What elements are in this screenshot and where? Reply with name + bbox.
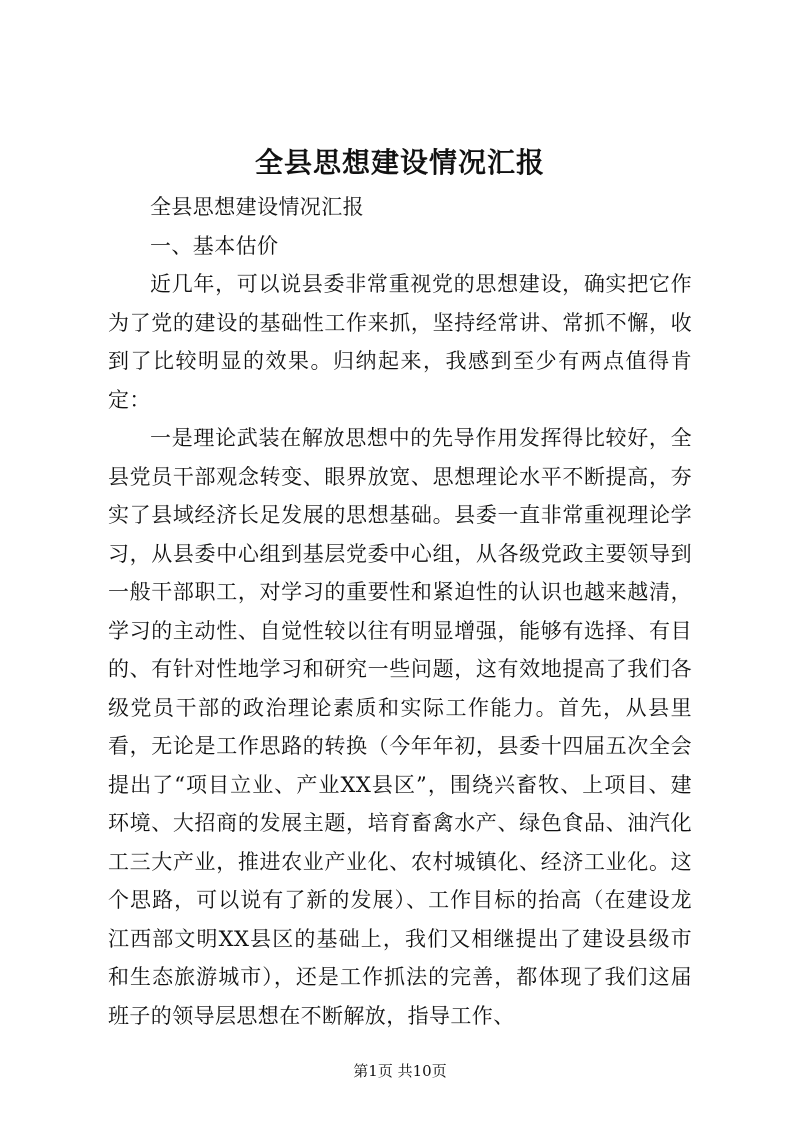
- page-number-footer: 第1页 共10页: [353, 1062, 447, 1080]
- subtitle-paragraph: 全县思想建设情况汇报: [150, 195, 364, 219]
- document-body: [108, 188, 692, 1035]
- document-title: 全县思想建设情况汇报: [254, 146, 545, 179]
- body-paragraph: 一是理论武装在解放思想中的先导作用发挥得比较好，全县党员干部观念转变、眼界放宽、思想理论水平不断提高，夯实了县域经济长足发展的思想基础。县委一直非常重视理论学习，从县委中心组到基层党委中心组，从各级党政主要领导到一般干部职工，对学习的重要性和紧迫性的认识也越来越清，学习的主动性、自觉性较以往有明显增强，能够有选择、有目的、有针对性地学习和研究一些问题，这有效地提高了我们各级党员干部的政治理论素质和实际工作能力。首先，从县里看，无论是工作思路的转换（今年年初，县委十四届五次全会提出了“项目立业、产业XX县区”，围绕兴畜牧、上项目、建环境、大招商的发展主题，培育畜禽水产、绿色食品、油汽化工三大产业，推进农业产业化、农村城镇化、经济工业化。这个思路，可以说有了新的发展）、工作目标的抬高（在建设龙江西部文明XX县区的基础上，我们又相继提出了建设县级市和生态旅游城市），还是工作抓法的完善，都体现了我们这届班子的领导层思想在不断解放，指导工作、: [108, 426, 692, 1028]
- body-paragraph: 近几年，可以说县委非常重视党的思想建设，确实把它作为了党的建设的基础性工作来抓，坚持经常讲、常抓不懈，收到了比较明显的效果。归纳起来，我感到至少有两点值得肯定：: [108, 272, 692, 412]
- section-heading: 一、基本估价: [150, 233, 279, 258]
